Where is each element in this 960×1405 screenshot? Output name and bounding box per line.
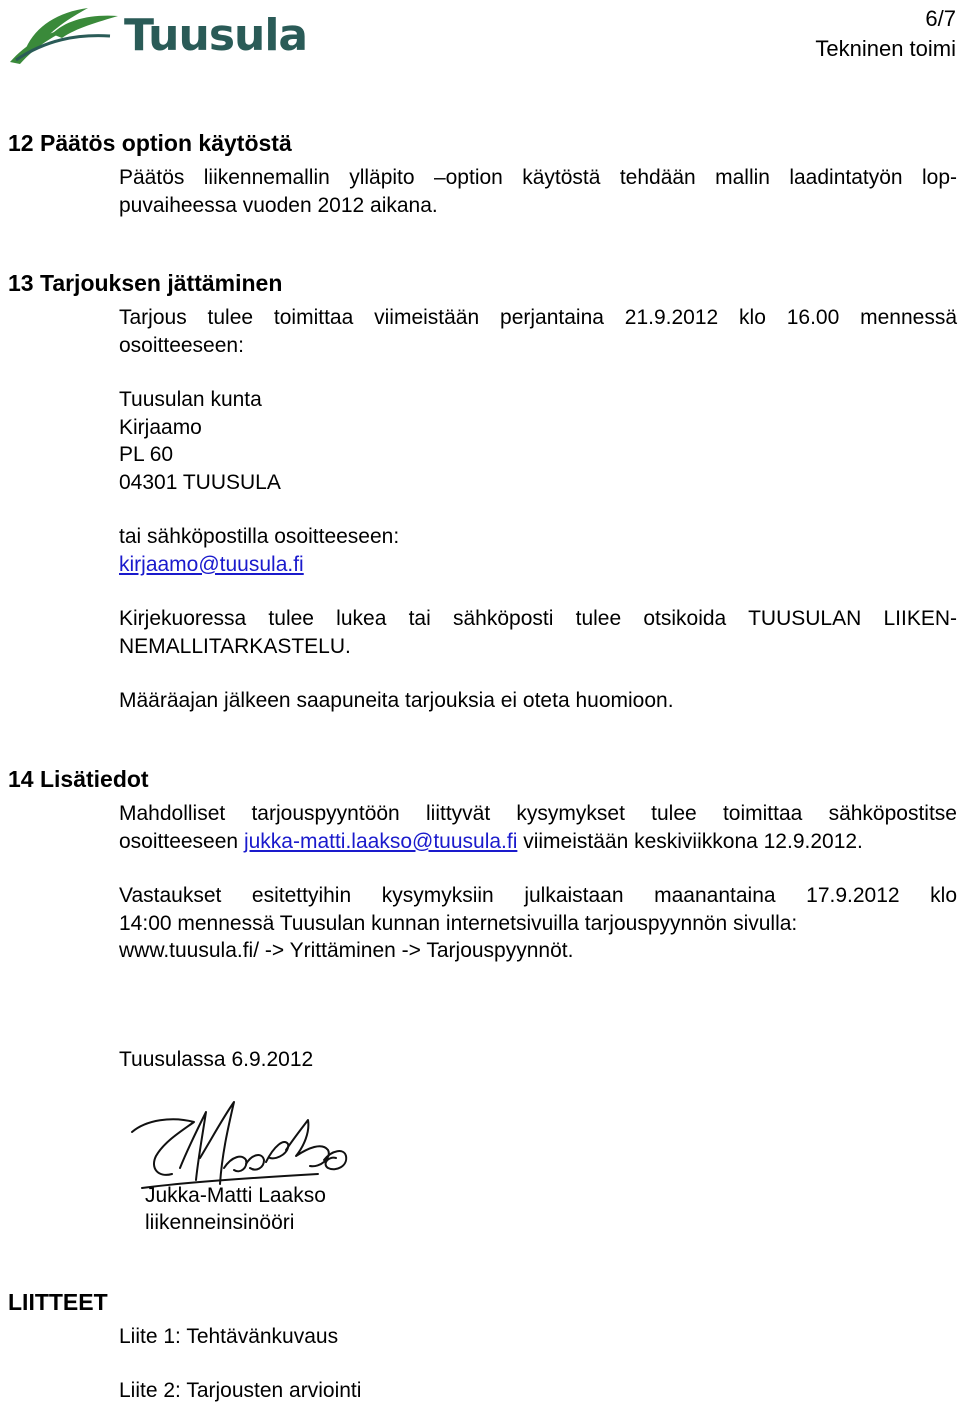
section-12-line-1: Päätös liikennemallin ylläpito –option käytöstä tehdään mallin laadintatyön lop- — [119, 166, 957, 189]
email-intro: tai sähköpostilla osoitteeseen: — [119, 525, 400, 548]
address-line: Tuusulan kunta — [119, 388, 262, 411]
page-number: 6/7 — [925, 6, 956, 31]
questions-line-1: Mahdolliset tarjouspyyntöön liittyvät kysymykset tulee toimittaa sähköpostitse — [119, 802, 957, 825]
questions-line-2-pre: osoitteeseen — [119, 829, 244, 853]
tuusula-logo — [6, 4, 306, 66]
address-line: Kirjaamo — [119, 415, 202, 439]
section-12-text — [119, 164, 957, 219]
place-date: Tuusulassa 6.9.2012 — [119, 1048, 314, 1071]
questions-paragraph — [119, 800, 957, 855]
deadline-note: Määräajan jälkeen saapuneita tarjouksia ei oteta huomioon. — [119, 689, 674, 712]
section-13-intro-line-1: Tarjous tulee toimittaa viimeistään perjantaina 21.9.2012 klo 16.00 mennessä — [119, 306, 957, 329]
answers-paragraph — [119, 882, 957, 965]
logo-text: Tuusula — [124, 10, 308, 61]
email-block — [119, 523, 957, 578]
questions-line-2 — [119, 828, 957, 856]
signer-block — [145, 1182, 326, 1236]
envelope-line-2: NEMALLITARKASTELU. — [119, 634, 351, 658]
questions-line-2-post: viimeistään keskiviikkona 12.9.2012. — [517, 829, 863, 853]
answers-line-3: www.tuusula.fi/ -> Yrittäminen -> Tarjouspyynnöt. — [119, 939, 574, 962]
section-13-intro-line-2: osoitteeseen: — [119, 333, 244, 357]
page-meta — [815, 4, 956, 64]
contact-email-link[interactable]: jukka-matti.laakso@tuusula.fi — [243, 829, 518, 853]
address-line: PL 60 — [119, 443, 174, 466]
answers-line-2: 14:00 mennessä Tuusulan kunnan internetsivuilla tarjouspyynnön sivulla: — [119, 911, 798, 935]
postal-address — [119, 386, 957, 496]
kirjaamo-email-link[interactable]: kirjaamo@tuusula.fi — [119, 552, 304, 576]
section-13-intro — [119, 304, 957, 359]
envelope-line-1: Kirjekuoressa tulee lukea tai sähköposti tulee otsikoida TUUSULAN LIIKEN- — [119, 607, 957, 630]
address-line: 04301 TUUSULA — [119, 470, 281, 494]
envelope-instruction — [119, 605, 957, 660]
tuusula-leaf-icon — [6, 4, 126, 66]
section-14-title: 14 Lisätiedot — [8, 766, 149, 792]
section-12-line-2: puvaiheessa vuoden 2012 aikana. — [119, 193, 438, 217]
attachments-title: LIITTEET — [8, 1289, 108, 1315]
signer-name: Jukka-Matti Laakso — [145, 1184, 326, 1207]
section-13-title: 13 Tarjouksen jättäminen — [8, 270, 283, 296]
attachment-item: Liite 2: Tarjousten arviointi — [119, 1379, 362, 1402]
section-12-title: 12 Päätös option käytöstä — [8, 130, 292, 156]
answers-line-1: Vastaukset esitettyihin kysymyksiin julkaistaan maanantaina 17.9.2012 klo — [119, 884, 957, 907]
signer-role: liikenneinsinööri — [145, 1211, 295, 1234]
department: Tekninen toimi — [815, 36, 956, 61]
handwritten-signature — [128, 1098, 358, 1194]
attachment-item: Liite 1: Tehtävänkuvaus — [119, 1325, 339, 1348]
